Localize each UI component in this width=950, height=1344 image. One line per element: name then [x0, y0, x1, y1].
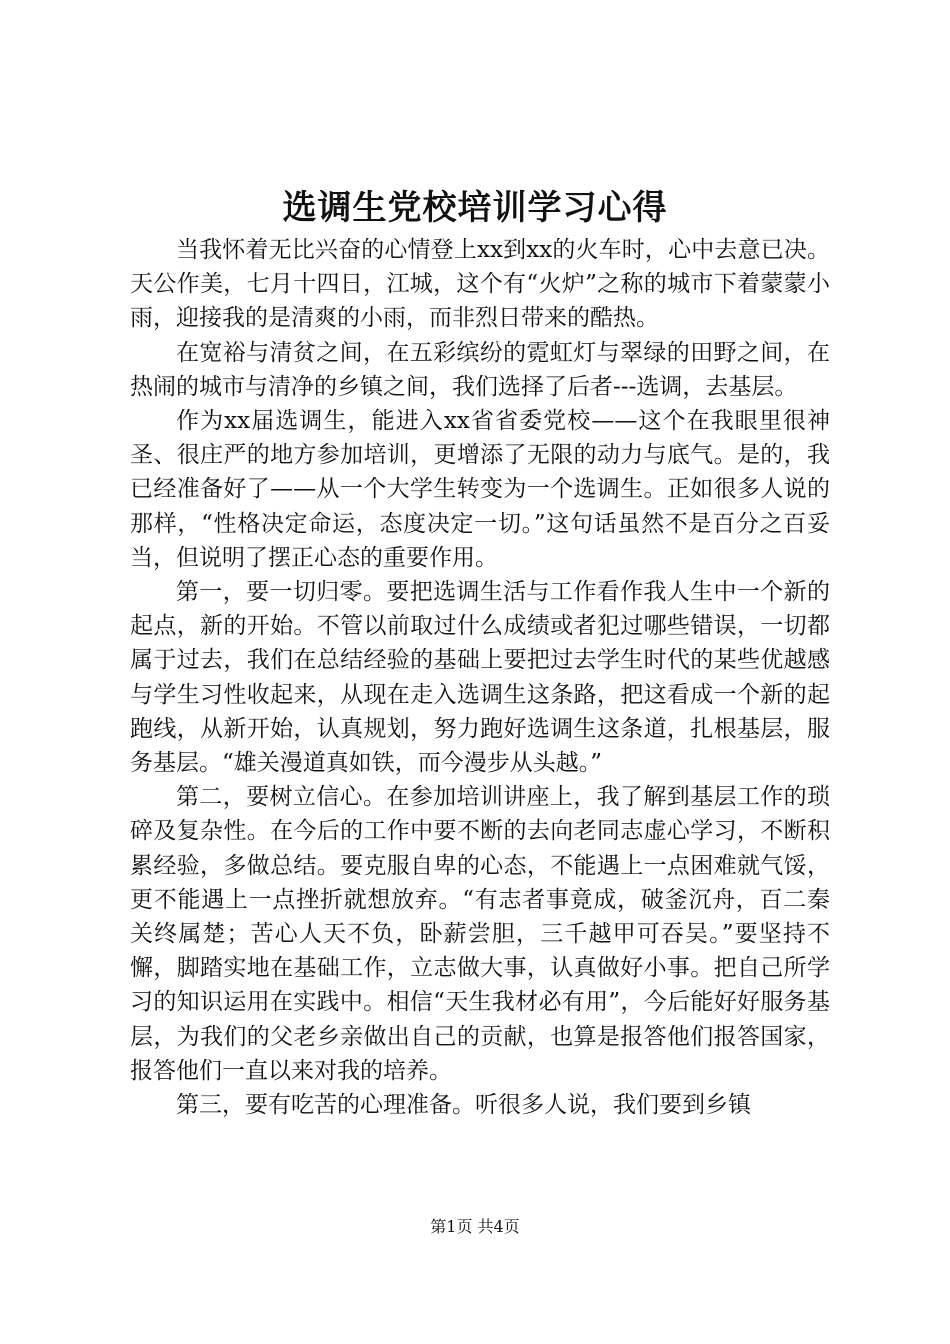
paragraph-2: 在宽裕与清贫之间，在五彩缤纷的霓虹灯与翠绿的田野之间，在热闹的城市与清净的乡镇之间，我们选择了后者---选调，去基层。 — [130, 339, 830, 400]
paragraph-1: 当我怀着无比兴奋的心情登上xx到xx的火车时，心中去意已决。天公作美，七月十四日，江城，这个有“火炉”之称的城市下着蒙蒙小雨，迎接我的是清爽的小雨，而非烈日带来的酷热。 — [130, 237, 830, 332]
paragraph-5: 第二，要树立信心。在参加培训讲座上，我了解到基层工作的琐碎及复杂性。在今后的工作中要不断的去向老同志虚心学习，不断积累经验，多做总结。要克服自卑的心态，不能遇上一点困难就气馁，更不能遇上一点挫折就想放弃。“有志者事竟成，破釜沉舟，百二秦关终属楚；苦心人天不负，卧薪尝胆，三千越甲可吞吴。”要坚持不懈，脚踏实地在基础工作，立志做大事，认真做好小事。把自己所学习的知识运用在实践中。相信“天生我材必有用”，今后能好好服务基层，为我们的父老乡亲做出自己的贡献，也算是报答他们报答国家，报答他们一直以来对我的培养。 — [130, 784, 830, 1084]
paragraph-6: 第三，要有吃苦的心理准备。听很多人说，我们要到乡镇 — [176, 1092, 751, 1119]
paragraph-4: 第一，要一切归零。要把选调生活与工作看作我人生中一个新的起点，新的开始。不管以前取过什么成绩或者犯过哪些错误，一切都属于过去，我们在总结经验的基础上要把过去学生时代的某些优越感与学生习性收起来，从现在走入选调生这条路，把这看成一个新的起跑线，从新开始，认真规划，努力跑好选调生这条道，扎根基层，服务基层。“雄关漫道真如铁，而今漫步从头越。” — [130, 579, 830, 777]
page-number-footer: 第1页 共4页 — [430, 1217, 520, 1236]
paragraph-3: 作为xx届选调生，能进入xx省省委党校——这个在我眼里很神圣、很庄严的地方参加培训，更增添了无限的动力与底气。是的，我已经准备好了——从一个大学生转变为一个选调生。正如很多人说的那样，“性格决定命运，态度决定一切。”这句话虽然不是百分之百妥当，但说明了摆正心态的重要作用。 — [130, 408, 830, 571]
document-title: 选调生党校培训学习心得 — [282, 188, 668, 228]
document-body — [130, 233, 830, 1122]
